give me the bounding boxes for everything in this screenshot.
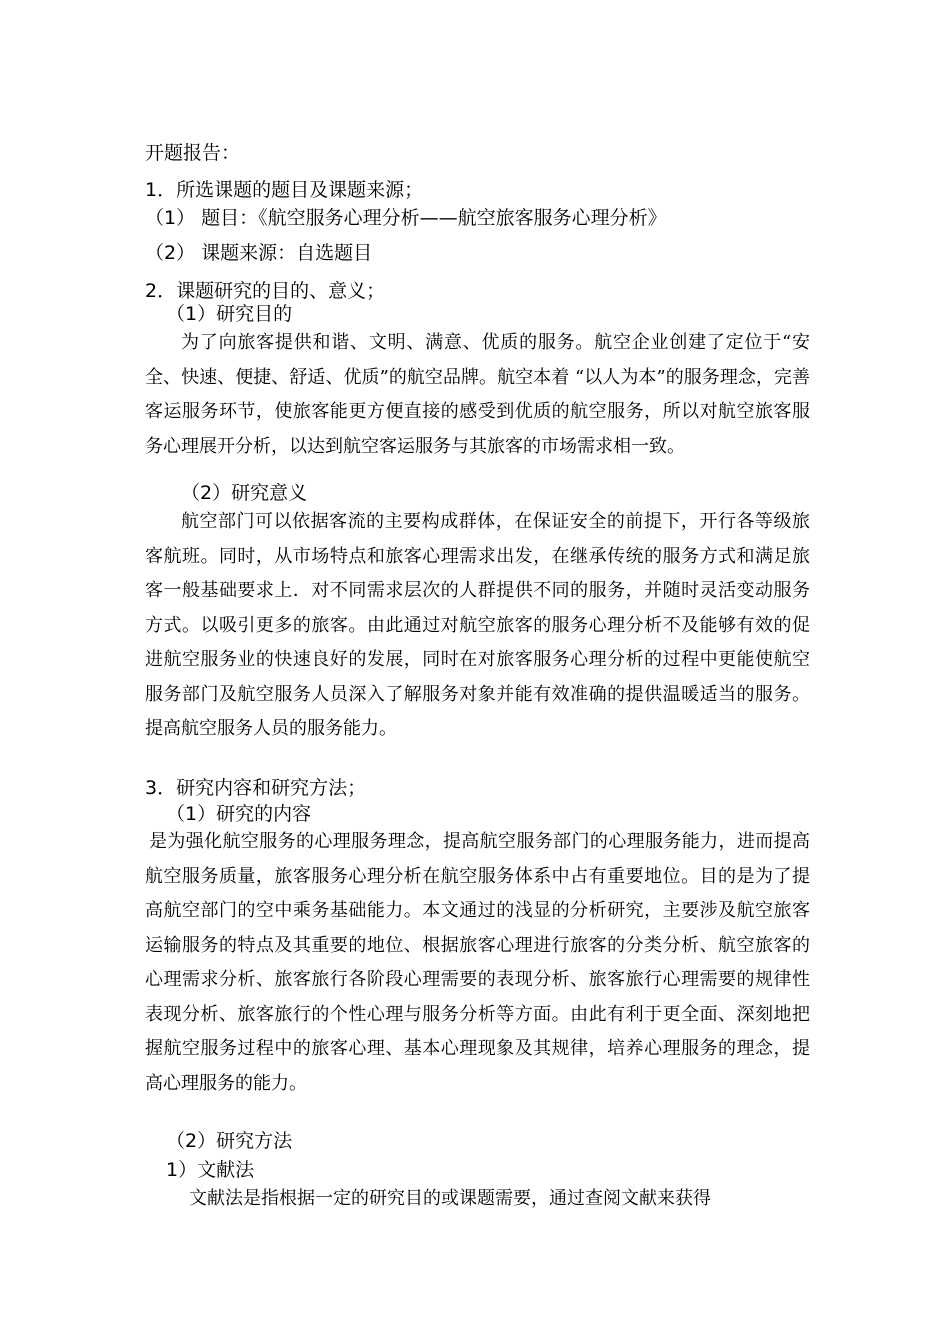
section-3-heading: 3．研究内容和研究方法；: [145, 777, 367, 799]
section-1-heading: 1．所选课题的题目及课题来源；: [145, 179, 424, 201]
research-method-label: （2）研究方法: [166, 1130, 293, 1152]
topic-source-item: （2） 课题来源：自选题目: [145, 242, 373, 264]
section-2-heading: 2．课题研究的目的、意义；: [145, 280, 386, 302]
literature-method-text: 文献法是指根据一定的研究目的或课题需要，通过查阅文献来获得: [189, 1188, 711, 1209]
research-purpose-text: 为了向旅客提供和谐、文明、满意、优质的服务。航空企业创建了定位于“安全、快速、便捷、舒适、优质”的航空品牌。航空本着 “以人为本”的服务理念，完善客运服务环节，使旅客能更方便直接的感受到优质的航空服务，所以对航空旅客服务心理展开分析，以达到航空客运服务与其旅客的市场需求相一致。: [145, 332, 810, 457]
research-significance-text: 航空部门可以依据客流的主要构成群体，在保证安全的前提下，开行各等级旅客航班。同时，从市场特点和旅客心理需求出发，在继承传统的服务方式和满足旅客一般基础要求上．对不同需求层次的人群提供不同的服务，并随时灵活变动服务方式。以吸引更多的旅客。由此通过对航空旅客的服务心理分析不及能够有效的促进航空服务业的快速良好的发展，同时在对旅客服务心理分析的过程中更能使航空服务部门及航空服务人员深入了解服务对象并能有效准确的提供温暖适当的服务。提高航空服务人员的服务能力。: [145, 511, 810, 739]
research-purpose-label: （1）研究目的: [166, 303, 293, 325]
research-content-label: （1）研究的内容: [166, 803, 312, 825]
literature-method-label: 1）文献法: [166, 1159, 255, 1181]
research-content-text: 是为强化航空服务的心理服务理念，提高航空服务部门的心理服务能力，进而提高航空服务质量，旅客服务心理分析在航空服务体系中占有重要地位。目的是为了提高航空部门的空中乘务基础能力。本文通过的浅显的分析研究，主要涉及航空旅客运输服务的特点及其重要的地位、根据旅客心理进行旅客的分类分析、航空旅客的心理需求分析、旅客旅行各阶段心理需要的表现分析、旅客旅行心理需要的规律性表现分析、旅客旅行的个性心理与服务分析等方面。由此有利于更全面、深刻地把握航空服务过程中的旅客心理、基本心理现象及其规律，培养心理服务的理念，提高心理服务的能力。: [145, 831, 810, 1094]
topic-title-item: （1） 题目：《航空服务心理分析——航空旅客服务心理分析》: [145, 207, 667, 229]
report-title: 开题报告：: [145, 142, 241, 164]
research-significance-label: （2）研究意义: [181, 482, 308, 504]
